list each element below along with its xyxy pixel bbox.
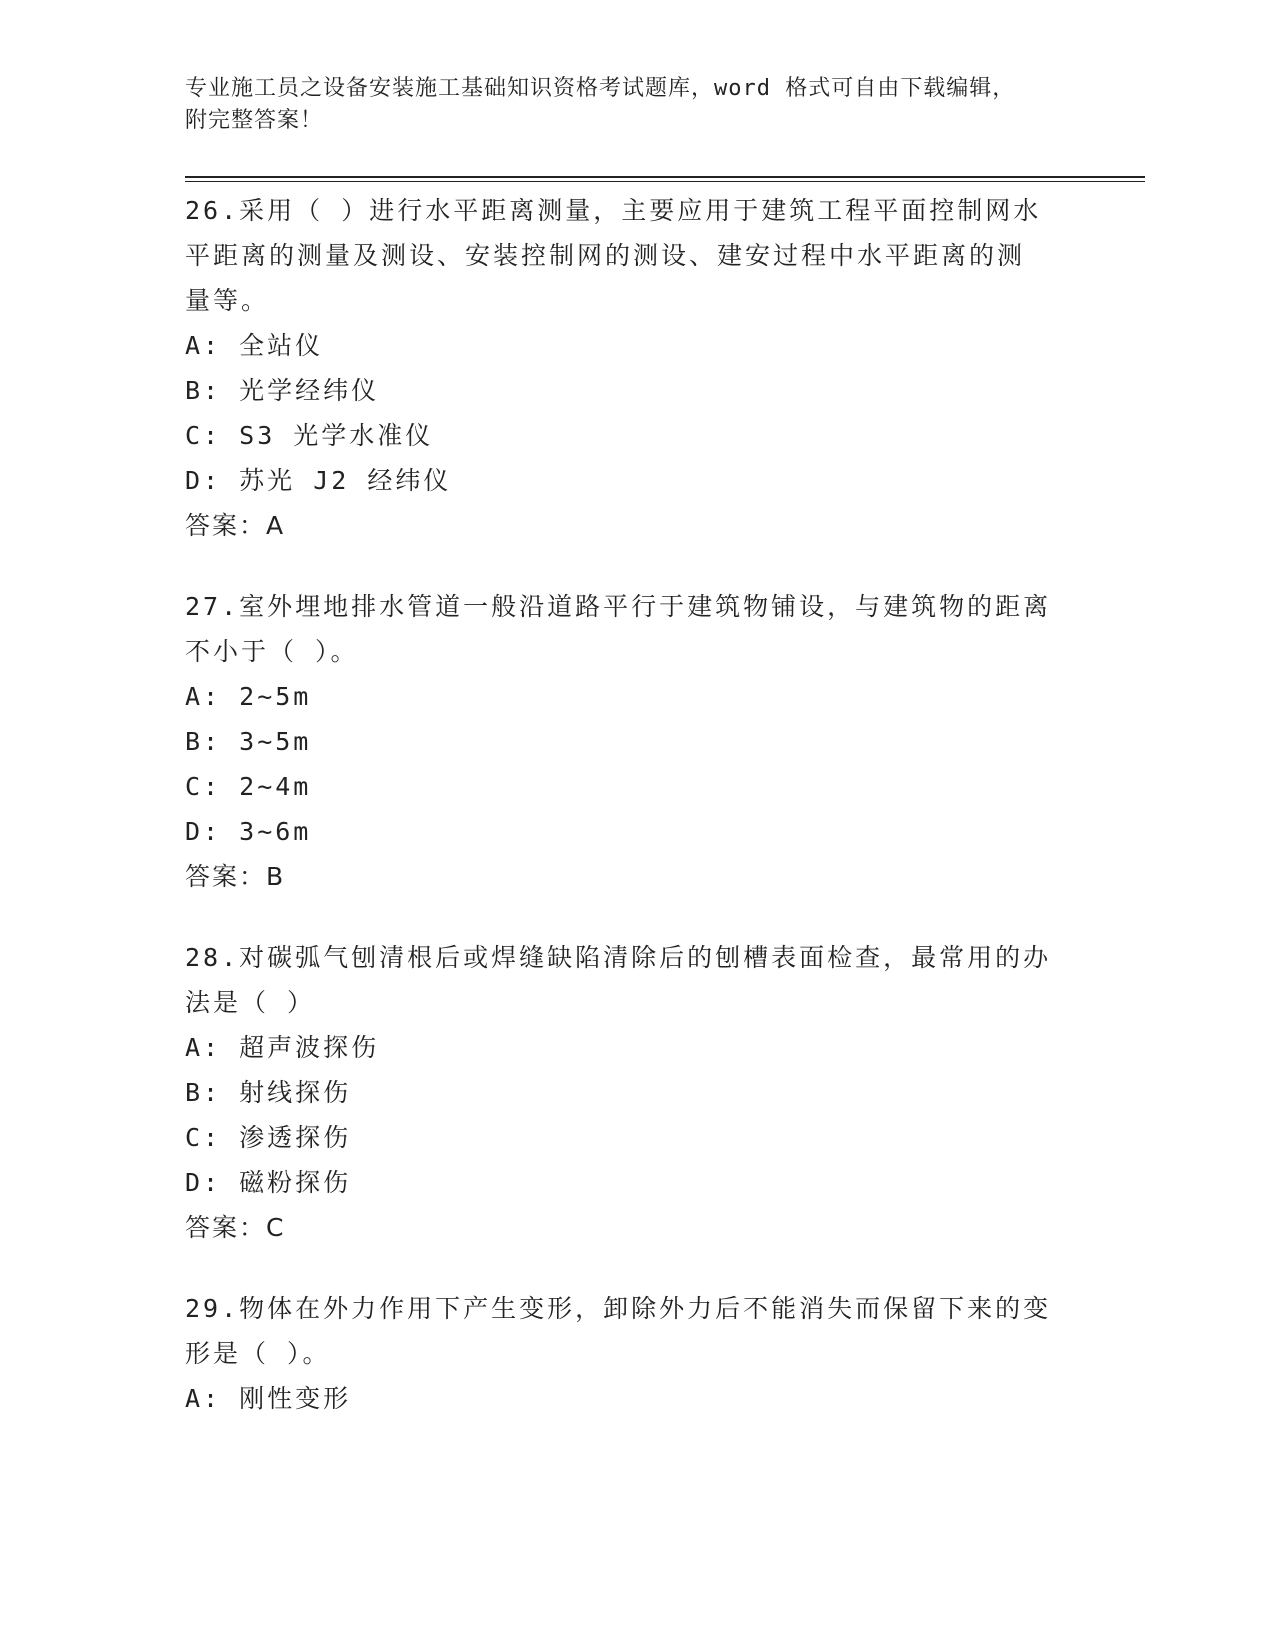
question-text-line: 形是（ ）。 bbox=[185, 1339, 331, 1368]
answer-label: 答案：A bbox=[185, 511, 286, 540]
option-b: B: 3~5m bbox=[185, 727, 312, 756]
option-b: B: 光学经纬仪 bbox=[185, 376, 380, 405]
answer-label: 答案：C bbox=[185, 1213, 286, 1242]
question-29 bbox=[185, 1286, 1075, 1421]
question-text-line: 28.对碳弧气刨清根后或焊缝缺陷清除后的刨槽表面检查，最常用的办 bbox=[185, 943, 1052, 972]
option-d: D: 磁粉探伤 bbox=[185, 1168, 352, 1197]
question-text-line: 平距离的测量及测设、安装控制网的测设、建安过程中水平距离的测 bbox=[185, 241, 1026, 270]
option-b: B: 射线探伤 bbox=[185, 1078, 352, 1107]
question-text-line: 法是（ ） bbox=[185, 988, 316, 1017]
header-line-1: 专业施工员之设备安装施工基础知识资格考试题库，word 格式可自由下载编辑， bbox=[185, 76, 1016, 101]
question-list bbox=[185, 188, 1075, 1457]
option-a: A: 全站仪 bbox=[185, 331, 324, 360]
option-a: A: 2~5m bbox=[185, 682, 312, 711]
option-c: C: 渗透探伤 bbox=[185, 1123, 352, 1152]
question-text-line: 不小于（ ）。 bbox=[185, 637, 359, 666]
option-a: A: 超声波探伤 bbox=[185, 1033, 380, 1062]
question-26 bbox=[185, 188, 1075, 548]
question-text-line: 26.采用（ ）进行水平距离测量，主要应用于建筑工程平面控制网水 bbox=[185, 196, 1042, 225]
header-divider-thin bbox=[185, 181, 1145, 182]
page-header bbox=[185, 73, 1085, 137]
option-d: D: 3~6m bbox=[185, 817, 312, 846]
header-line-2: 附完整答案！ bbox=[185, 108, 324, 133]
option-c: C: S3 光学水准仪 bbox=[185, 421, 434, 450]
question-27 bbox=[185, 584, 1075, 899]
question-text-line: 量等。 bbox=[185, 286, 270, 315]
question-text-line: 27.室外埋地排水管道一般沿道路平行于建筑物铺设，与建筑物的距离 bbox=[185, 592, 1052, 621]
option-c: C: 2~4m bbox=[185, 772, 312, 801]
option-a: A: 刚性变形 bbox=[185, 1384, 352, 1413]
question-text-line: 29.物体在外力作用下产生变形，卸除外力后不能消失而保留下来的变 bbox=[185, 1294, 1052, 1323]
question-28 bbox=[185, 935, 1075, 1250]
answer-label: 答案：B bbox=[185, 862, 286, 891]
option-d: D: 苏光 J2 经纬仪 bbox=[185, 466, 452, 495]
header-divider-thick bbox=[185, 176, 1145, 178]
